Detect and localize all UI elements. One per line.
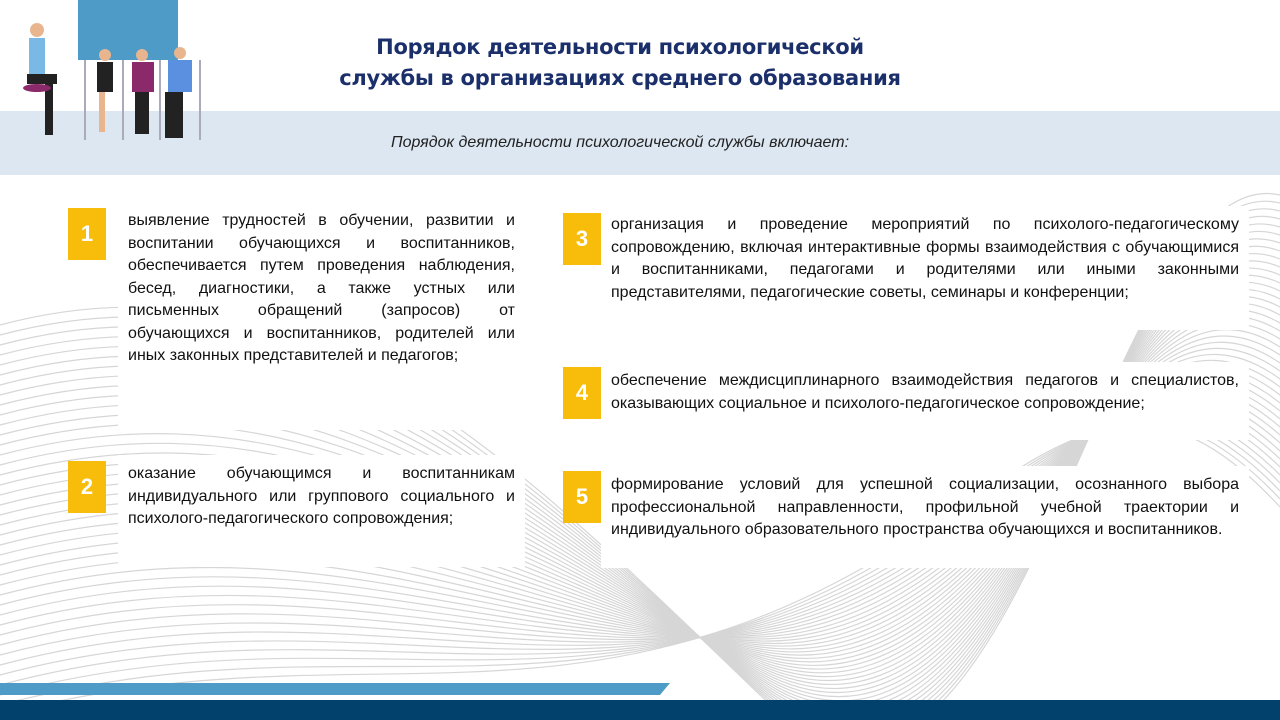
list-item: организация и проведение мероприятий по психолого-педагогическому сопровождению, включая интерактивные формы взаимодействия с обучающимися и воспитанниками, педагогами и родителями или иными законными представителями, педагогические советы, семинары и конференции; <box>601 206 1249 330</box>
title-line-2: службы в организациях среднего образования <box>339 66 901 90</box>
item-number-badge: 5 <box>563 471 601 523</box>
title-line-1: Порядок деятельности психологической <box>376 35 864 59</box>
item-number-badge: 3 <box>563 213 601 265</box>
footer-bar <box>0 700 1280 720</box>
item-number-badge: 2 <box>68 461 106 513</box>
page-title <box>290 32 950 94</box>
list-item: формирование условий для успешной социализации, осознанного выбора профессиональной направленности, профильной учебной траектории и индивидуального образовательного пространства обучающихся и воспитанников. <box>601 466 1249 568</box>
meeting-illustration <box>15 0 230 145</box>
list-item: выявление трудностей в обучении, развитии и воспитании обучающихся и воспитанников, обеспечивается путем проведения наблюдения, бесед, диагностики, а также устных или письменных обращений (запросов) от обучающихся и воспитанников, родителей или иных законных представителей и педагогов; <box>118 202 525 430</box>
subtitle: Порядок деятельности психологической службы включает: <box>390 134 850 151</box>
item-number-badge: 1 <box>68 208 106 260</box>
list-item: оказание обучающимся и воспитанникам индивидуального или группового социального и психолого-педагогического сопровождения; <box>118 455 525 567</box>
footer-accent-bar <box>0 683 670 695</box>
list-item: обеспечение междисциплинарного взаимодействия педагогов и специалистов, оказывающих социальное и психолого-педагогическое сопровождение; <box>601 362 1249 440</box>
item-number-badge: 4 <box>563 367 601 419</box>
